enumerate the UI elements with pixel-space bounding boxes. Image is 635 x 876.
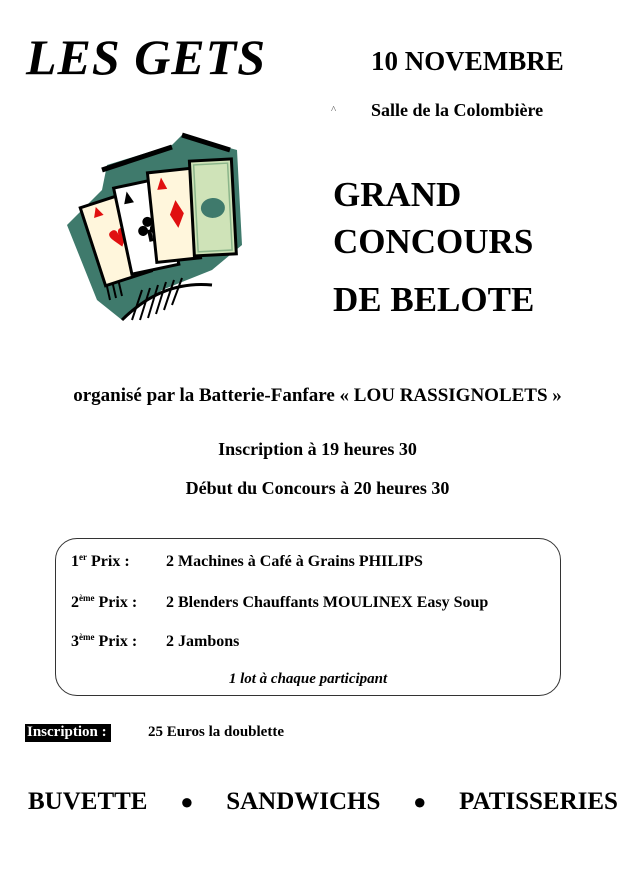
- playing-cards-and-money-icon: [62, 130, 247, 322]
- prize-description: 2 Blenders Chauffants MOULINEX Easy Soup: [166, 594, 489, 611]
- prize-description: 2 Machines à Café à Grains PHILIPS: [166, 553, 423, 570]
- fee-label: Inscription :: [25, 724, 111, 742]
- event-date: 10 NOVEMBRE: [371, 46, 564, 76]
- participation-note: 1 lot à chaque participant: [228, 671, 388, 687]
- amenity-sandwichs: SANDWICHS: [226, 788, 381, 815]
- headline-line-3: DE BELOTE: [333, 280, 535, 319]
- bullet-separator-icon: ●: [180, 789, 194, 814]
- venue: Salle de la Colombière: [371, 100, 544, 120]
- town-title: LES GETS: [26, 29, 267, 85]
- prize-description: 2 Jambons: [166, 633, 240, 650]
- prize-rank: 3ème Prix :: [71, 632, 138, 650]
- prize-rank: 2ème Prix :: [71, 593, 138, 611]
- organizer-line: organisé par la Batterie-Fanfare « LOU RASSIGNOLETS »: [73, 385, 562, 406]
- fee-value: 25 Euros la doublette: [148, 724, 284, 740]
- amenity-patisseries: PATISSERIES: [459, 788, 618, 815]
- footer-amenities: [28, 788, 618, 816]
- headline-line-1: GRAND: [333, 175, 462, 214]
- amenity-buvette: BUVETTE: [28, 788, 148, 815]
- prize-row: [71, 632, 239, 651]
- prizes-box: [55, 538, 561, 696]
- start-time: Début du Concours à 20 heures 30: [185, 478, 450, 498]
- bullet-separator-icon: ●: [413, 789, 427, 814]
- prize-rank: 1er Prix :: [71, 552, 130, 570]
- prize-row: [71, 552, 423, 571]
- headline-line-2: CONCOURS: [333, 222, 534, 261]
- caret-mark: ^: [331, 104, 337, 116]
- prize-row: [71, 593, 488, 612]
- registration-time: Inscription à 19 heures 30: [218, 439, 417, 459]
